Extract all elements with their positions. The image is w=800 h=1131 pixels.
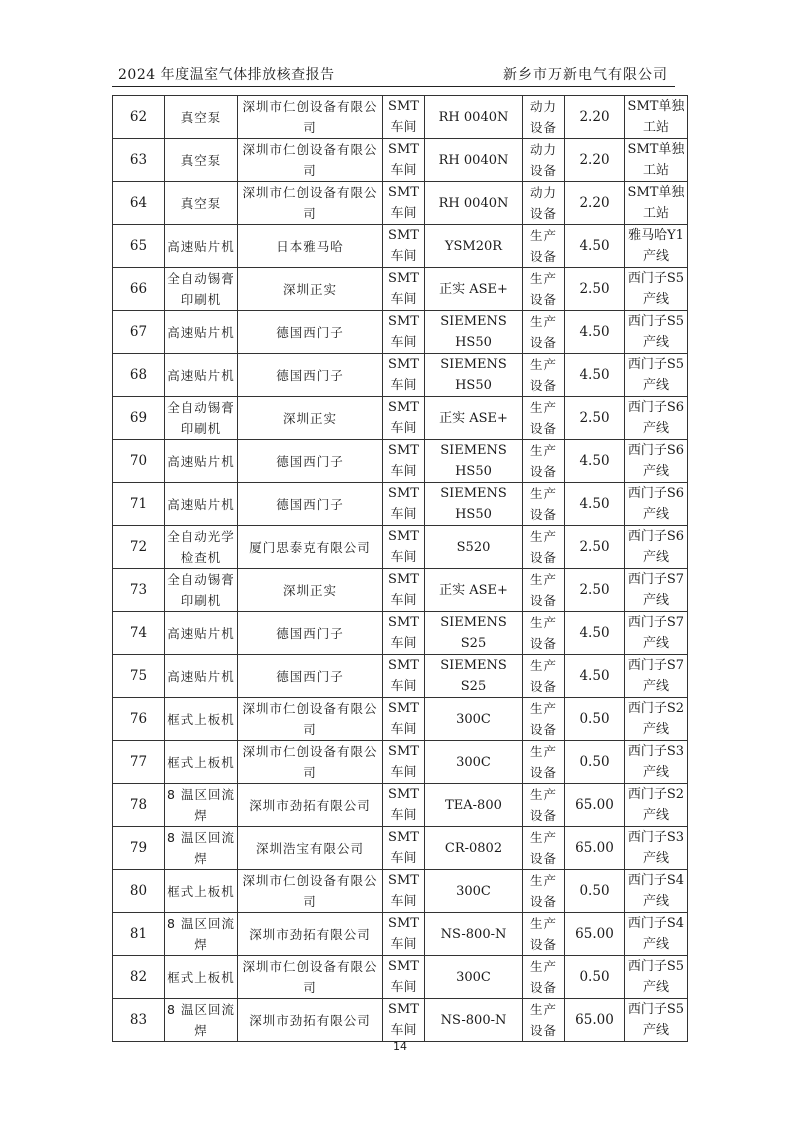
- cell-manufacturer: 德国西门子: [238, 655, 383, 698]
- table-row: [113, 569, 688, 612]
- cell-workshop: SMT车间: [383, 354, 425, 397]
- cell-number: 75: [113, 655, 165, 698]
- cell-equipment-type: 生产设备: [523, 655, 565, 698]
- cell-workshop: SMT车间: [383, 956, 425, 999]
- cell-power: 2.50: [565, 526, 625, 569]
- cell-number: 74: [113, 612, 165, 655]
- cell-manufacturer: 德国西门子: [238, 311, 383, 354]
- cell-equipment-name: 框式上板机: [165, 698, 238, 741]
- cell-workshop: SMT车间: [383, 913, 425, 956]
- cell-power: 0.50: [565, 870, 625, 913]
- cell-equipment-type: 生产设备: [523, 483, 565, 526]
- cell-location: 西门子S3 产线: [625, 741, 688, 784]
- cell-location: 西门子S6 产线: [625, 526, 688, 569]
- cell-manufacturer: 深圳市劲拓有限公司: [238, 784, 383, 827]
- cell-model: 300C: [425, 741, 523, 784]
- cell-manufacturer: 日本雅马哈: [238, 225, 383, 268]
- cell-workshop: SMT车间: [383, 569, 425, 612]
- cell-power: 0.50: [565, 956, 625, 999]
- cell-location: 西门子S4 产线: [625, 913, 688, 956]
- cell-model: 300C: [425, 698, 523, 741]
- cell-location: 西门子S3 产线: [625, 827, 688, 870]
- cell-number: 81: [113, 913, 165, 956]
- cell-equipment-name: 8 温区回流焊: [165, 913, 238, 956]
- cell-equipment-type: 生产设备: [523, 741, 565, 784]
- cell-location: 西门子S6 产线: [625, 397, 688, 440]
- header-rule: [112, 86, 675, 87]
- cell-workshop: SMT车间: [383, 483, 425, 526]
- cell-equipment-type: 生产设备: [523, 913, 565, 956]
- cell-workshop: SMT车间: [383, 225, 425, 268]
- cell-power: 4.50: [565, 354, 625, 397]
- cell-model: RH 0040N: [425, 139, 523, 182]
- table-row: [113, 182, 688, 225]
- cell-model: SIEMENS HS50: [425, 311, 523, 354]
- cell-location: SMT单独工站: [625, 139, 688, 182]
- cell-number: 64: [113, 182, 165, 225]
- cell-manufacturer: 深圳市劲拓有限公司: [238, 999, 383, 1042]
- cell-location: 西门子S6 产线: [625, 483, 688, 526]
- cell-location: 西门子S5 产线: [625, 956, 688, 999]
- cell-power: 4.50: [565, 612, 625, 655]
- cell-model: RH 0040N: [425, 96, 523, 139]
- cell-model: 300C: [425, 870, 523, 913]
- cell-workshop: SMT车间: [383, 612, 425, 655]
- cell-equipment-name: 真空泵: [165, 96, 238, 139]
- cell-location: 西门子S2 产线: [625, 698, 688, 741]
- cell-number: 69: [113, 397, 165, 440]
- cell-power: 65.00: [565, 999, 625, 1042]
- cell-equipment-type: 生产设备: [523, 612, 565, 655]
- cell-equipment-name: 高速贴片机: [165, 612, 238, 655]
- cell-equipment-name: 8 温区回流焊: [165, 784, 238, 827]
- cell-location: 西门子S4 产线: [625, 870, 688, 913]
- cell-equipment-name: 高速贴片机: [165, 655, 238, 698]
- table-row: [113, 698, 688, 741]
- cell-location: 西门子S2 产线: [625, 784, 688, 827]
- cell-equipment-name: 高速贴片机: [165, 483, 238, 526]
- cell-power: 65.00: [565, 784, 625, 827]
- table-row: [113, 440, 688, 483]
- table-row: [113, 956, 688, 999]
- cell-model: 正实 ASE+: [425, 569, 523, 612]
- cell-number: 67: [113, 311, 165, 354]
- cell-workshop: SMT车间: [383, 655, 425, 698]
- equipment-table: [112, 95, 688, 1042]
- table-row: [113, 225, 688, 268]
- cell-manufacturer: 深圳正实: [238, 569, 383, 612]
- cell-equipment-type: 动力设备: [523, 182, 565, 225]
- cell-equipment-name: 全自动光学检查机: [165, 526, 238, 569]
- cell-location: 西门子S6 产线: [625, 440, 688, 483]
- cell-manufacturer: 德国西门子: [238, 612, 383, 655]
- cell-power: 2.20: [565, 139, 625, 182]
- cell-manufacturer: 深圳市仁创设备有限公司: [238, 182, 383, 225]
- cell-power: 0.50: [565, 698, 625, 741]
- cell-equipment-type: 动力设备: [523, 139, 565, 182]
- cell-manufacturer: 德国西门子: [238, 354, 383, 397]
- cell-workshop: SMT车间: [383, 827, 425, 870]
- cell-manufacturer: 深圳浩宝有限公司: [238, 827, 383, 870]
- cell-number: 78: [113, 784, 165, 827]
- cell-manufacturer: 德国西门子: [238, 483, 383, 526]
- company-name: 新乡市万新电气有限公司: [503, 67, 668, 83]
- cell-power: 2.50: [565, 397, 625, 440]
- cell-number: 82: [113, 956, 165, 999]
- cell-workshop: SMT车间: [383, 96, 425, 139]
- cell-model: SIEMENS S25: [425, 655, 523, 698]
- cell-equipment-name: 8 温区回流焊: [165, 999, 238, 1042]
- cell-manufacturer: 深圳市仁创设备有限公司: [238, 698, 383, 741]
- cell-workshop: SMT车间: [383, 741, 425, 784]
- cell-model: RH 0040N: [425, 182, 523, 225]
- cell-workshop: SMT车间: [383, 139, 425, 182]
- table-row: [113, 311, 688, 354]
- cell-manufacturer: 深圳市仁创设备有限公司: [238, 96, 383, 139]
- cell-equipment-name: 8 温区回流焊: [165, 827, 238, 870]
- equipment-table-body: [113, 96, 688, 1042]
- cell-equipment-type: 生产设备: [523, 268, 565, 311]
- cell-manufacturer: 深圳市仁创设备有限公司: [238, 139, 383, 182]
- cell-model: 正实 ASE+: [425, 268, 523, 311]
- cell-workshop: SMT车间: [383, 182, 425, 225]
- cell-equipment-name: 真空泵: [165, 139, 238, 182]
- cell-location: 西门子S5 产线: [625, 268, 688, 311]
- cell-equipment-name: 全自动锡膏印刷机: [165, 569, 238, 612]
- cell-number: 68: [113, 354, 165, 397]
- cell-manufacturer: 厦门思泰克有限公司: [238, 526, 383, 569]
- cell-location: 西门子S5 产线: [625, 311, 688, 354]
- cell-number: 71: [113, 483, 165, 526]
- cell-location: 雅马哈Y1 产线: [625, 225, 688, 268]
- table-row: [113, 784, 688, 827]
- cell-equipment-type: 生产设备: [523, 784, 565, 827]
- cell-number: 63: [113, 139, 165, 182]
- table-row: [113, 870, 688, 913]
- cell-location: 西门子S7 产线: [625, 569, 688, 612]
- cell-location: 西门子S5 产线: [625, 354, 688, 397]
- cell-workshop: SMT车间: [383, 870, 425, 913]
- cell-equipment-name: 框式上板机: [165, 741, 238, 784]
- cell-number: 79: [113, 827, 165, 870]
- cell-equipment-type: 生产设备: [523, 526, 565, 569]
- cell-power: 4.50: [565, 225, 625, 268]
- cell-model: S520: [425, 526, 523, 569]
- table-row: [113, 526, 688, 569]
- cell-number: 80: [113, 870, 165, 913]
- cell-equipment-type: 生产设备: [523, 311, 565, 354]
- cell-equipment-name: 高速贴片机: [165, 311, 238, 354]
- cell-power: 4.50: [565, 311, 625, 354]
- report-title: 2024 年度温室气体排放核查报告: [118, 67, 335, 83]
- table-row: [113, 913, 688, 956]
- cell-location: SMT单独工站: [625, 96, 688, 139]
- cell-equipment-name: 框式上板机: [165, 870, 238, 913]
- cell-equipment-name: 全自动锡膏印刷机: [165, 268, 238, 311]
- cell-workshop: SMT车间: [383, 698, 425, 741]
- cell-power: 65.00: [565, 827, 625, 870]
- cell-number: 83: [113, 999, 165, 1042]
- table-row: [113, 483, 688, 526]
- cell-number: 76: [113, 698, 165, 741]
- cell-number: 72: [113, 526, 165, 569]
- table-row: [113, 268, 688, 311]
- cell-manufacturer: 深圳市劲拓有限公司: [238, 913, 383, 956]
- table-row: [113, 741, 688, 784]
- cell-equipment-type: 生产设备: [523, 440, 565, 483]
- cell-manufacturer: 深圳市仁创设备有限公司: [238, 956, 383, 999]
- page-number: 14: [393, 1040, 407, 1053]
- cell-equipment-type: 生产设备: [523, 354, 565, 397]
- cell-manufacturer: 深圳正实: [238, 397, 383, 440]
- cell-model: NS-800-N: [425, 999, 523, 1042]
- cell-power: 0.50: [565, 741, 625, 784]
- cell-manufacturer: 深圳市仁创设备有限公司: [238, 741, 383, 784]
- cell-location: 西门子S7 产线: [625, 612, 688, 655]
- cell-model: 300C: [425, 956, 523, 999]
- cell-model: TEA-800: [425, 784, 523, 827]
- cell-power: 2.50: [565, 569, 625, 612]
- table-row: [113, 139, 688, 182]
- cell-equipment-type: 生产设备: [523, 397, 565, 440]
- cell-workshop: SMT车间: [383, 784, 425, 827]
- cell-manufacturer: 深圳正实: [238, 268, 383, 311]
- cell-equipment-type: 生产设备: [523, 999, 565, 1042]
- cell-model: SIEMENS S25: [425, 612, 523, 655]
- cell-power: 2.20: [565, 182, 625, 225]
- cell-model: CR-0802: [425, 827, 523, 870]
- cell-equipment-name: 真空泵: [165, 182, 238, 225]
- cell-power: 2.50: [565, 268, 625, 311]
- cell-workshop: SMT车间: [383, 999, 425, 1042]
- cell-manufacturer: 德国西门子: [238, 440, 383, 483]
- cell-location: SMT单独工站: [625, 182, 688, 225]
- cell-number: 65: [113, 225, 165, 268]
- cell-equipment-type: 生产设备: [523, 569, 565, 612]
- cell-power: 4.50: [565, 440, 625, 483]
- table-row: [113, 999, 688, 1042]
- cell-workshop: SMT车间: [383, 526, 425, 569]
- table-row: [113, 96, 688, 139]
- cell-model: 正实 ASE+: [425, 397, 523, 440]
- cell-equipment-type: 动力设备: [523, 96, 565, 139]
- cell-power: 4.50: [565, 655, 625, 698]
- cell-equipment-name: 全自动锡膏印刷机: [165, 397, 238, 440]
- cell-number: 66: [113, 268, 165, 311]
- cell-manufacturer: 深圳市仁创设备有限公司: [238, 870, 383, 913]
- cell-equipment-type: 生产设备: [523, 827, 565, 870]
- table-row: [113, 354, 688, 397]
- cell-workshop: SMT车间: [383, 440, 425, 483]
- cell-power: 4.50: [565, 483, 625, 526]
- cell-workshop: SMT车间: [383, 311, 425, 354]
- table-row: [113, 827, 688, 870]
- cell-workshop: SMT车间: [383, 397, 425, 440]
- cell-number: 62: [113, 96, 165, 139]
- cell-model: SIEMENS HS50: [425, 354, 523, 397]
- cell-power: 65.00: [565, 913, 625, 956]
- cell-number: 73: [113, 569, 165, 612]
- cell-number: 77: [113, 741, 165, 784]
- cell-equipment-name: 高速贴片机: [165, 440, 238, 483]
- cell-equipment-type: 生产设备: [523, 698, 565, 741]
- cell-equipment-type: 生产设备: [523, 870, 565, 913]
- cell-equipment-type: 生产设备: [523, 956, 565, 999]
- table-row: [113, 397, 688, 440]
- cell-location: 西门子S5 产线: [625, 999, 688, 1042]
- table-row: [113, 655, 688, 698]
- cell-equipment-name: 高速贴片机: [165, 354, 238, 397]
- cell-location: 西门子S7 产线: [625, 655, 688, 698]
- cell-equipment-name: 框式上板机: [165, 956, 238, 999]
- cell-equipment-type: 生产设备: [523, 225, 565, 268]
- cell-model: YSM20R: [425, 225, 523, 268]
- cell-workshop: SMT车间: [383, 268, 425, 311]
- cell-model: SIEMENS HS50: [425, 440, 523, 483]
- table-row: [113, 612, 688, 655]
- cell-power: 2.20: [565, 96, 625, 139]
- cell-model: NS-800-N: [425, 913, 523, 956]
- cell-equipment-name: 高速贴片机: [165, 225, 238, 268]
- cell-number: 70: [113, 440, 165, 483]
- cell-model: SIEMENS HS50: [425, 483, 523, 526]
